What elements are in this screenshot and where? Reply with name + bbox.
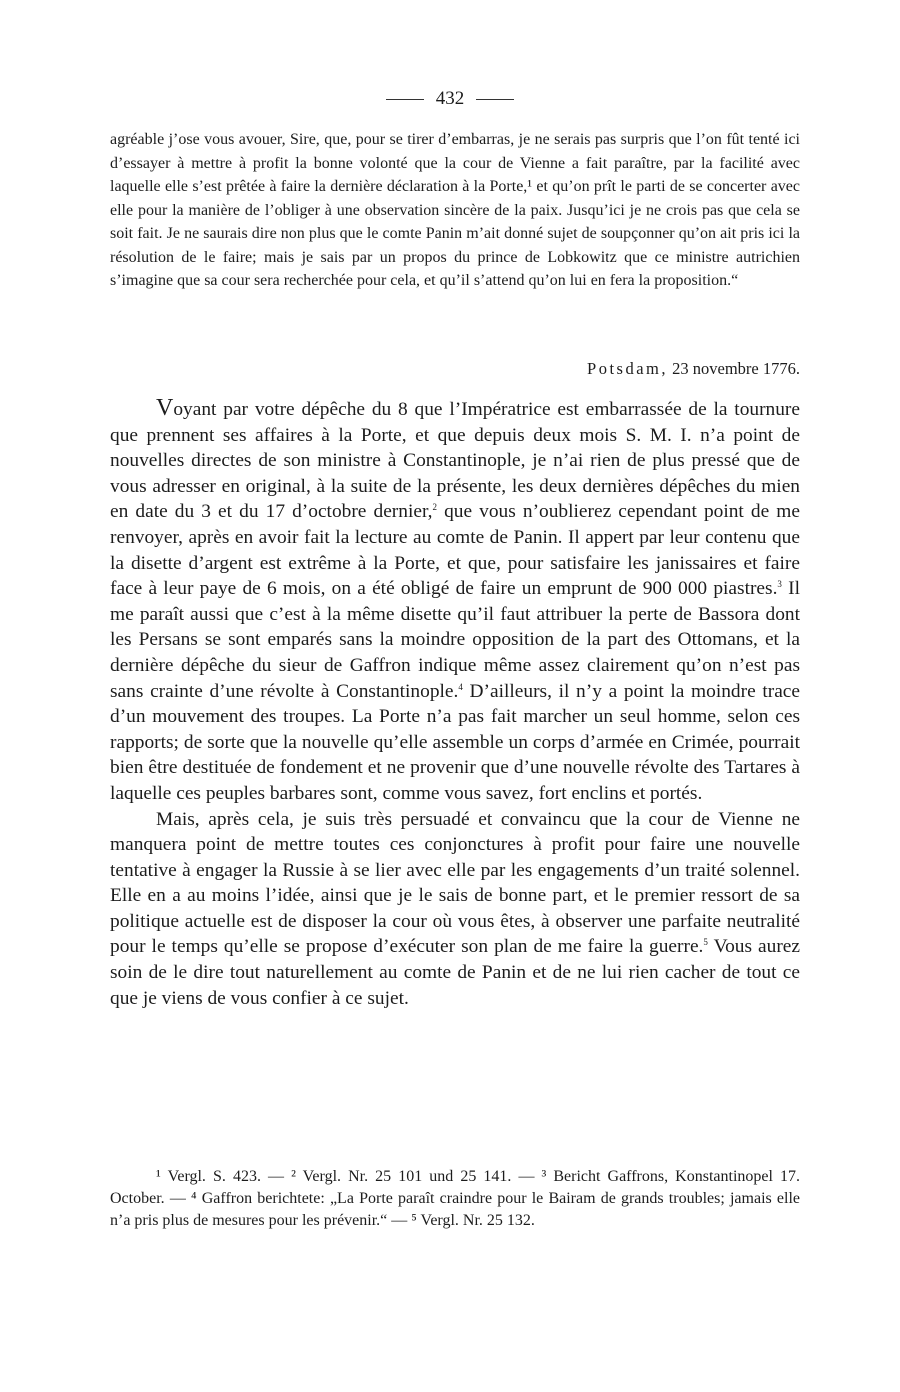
quoted-dispatch-continuation: agréable j’ose vous avouer, Sire, que, pour se tirer d’embarras, je ne serais pas surpris que l’on fût tenté ici d’essayer à mettre à profit la bonne volonté que la cour de Vienne a fait paraître, par la facilité avec laquelle elle s’est prêtée à faire la dernière déclaration à la Porte,¹ et qu’on prît le parti de se concerter avec elle pour la manière de l’obliger à une observation sincère de la paix. Jusqu’ici je ne crois pas que cela se soit fait. Je ne saurais dire non plus que le comte Panin m’ait donné sujet de soupçonner qu’on ait pris ici la résolution de le faire; mais je sais par un propos du prince de Lobkowitz que ce ministre autrichien s’imagine que sa cour sera recherchée pour cela, et qu’il s’attend qu’on lui en fera la proposition.“: [110, 131, 800, 289]
paragraph-initial: V: [156, 395, 174, 421]
body-paragraph-1: [110, 396, 800, 807]
paragraph-text: Il me paraît aussi que c’est à la même disette qu’il faut attribuer la perte de Bassora dont les Persans se sont emparés sans la moindre opposition de la part des Ottomans, et la dernière dépêche du sieur de Gaffron indique même assez clairement qu’on n’est pas sans crainte d’une révolte à Constantinople.: [110, 578, 800, 702]
header-rule-right: [476, 99, 514, 100]
letter-dateline: [110, 357, 800, 380]
paragraph-text: que vous n’oublierez cependant point de me renvoyer, après en avoir fait la lecture au comte de Panin. Il appert par leur contenu que la disette d’argent est extrême à la Porte, et que, pour satisfaire les janissaires et faire face à leur paye de 6 mois, on a été obligé de faire un emprunt de 900 000 piastres.: [110, 501, 800, 600]
dateline-place: Potsdam,: [587, 359, 669, 378]
letter-body: [110, 396, 800, 1011]
paragraph-text: Mais, après cela, je suis très persuadé et convaincu que la cour de Vienne ne manquera point de mettre toutes ces conjonctures à profit pour faire une nouvelle tentative à engager la Russie à se lier avec elle par les engagements d’un traité solennel. Elle en a au moins l’idée, ainsi que je le sais de bonne part, et le premier ressort de sa politique actuelle est de disposer la cour où vous êtes, à observer une parfaite neutralité pour le temps qu’elle se propose d’exécuter son plan de me faire la guerre.: [110, 808, 800, 958]
paragraph-text: Vous aurez soin de le dire tout naturellement au comte de Panin et de ne lui rien cacher de tout ce que je viens de vous confier à ce sujet.: [110, 936, 800, 1009]
page-header: [0, 88, 900, 110]
dateline-date: 23 novembre 1776.: [672, 359, 800, 378]
footnote-marker: 2: [432, 502, 437, 513]
footnotes: ¹ Vergl. S. 423. — ² Vergl. Nr. 25 101 und 25 141. — ³ Bericht Gaffrons, Konstantinopel 17. October. — ⁴ Gaffron berichtete: „La Porte paraît craindre pour le Bairam de grands troubles; jamais elle n’a pris plus de mesures pour les prévenir.“ — ⁵ Vergl. Nr. 25 132.: [110, 1168, 800, 1229]
paragraph-text: D’ailleurs, il n’y a point la moindre trace d’un mouvement des troupes. La Porte n’a pas fait marcher un seul homme, selon ces rapports; de sorte que la nouvelle qu’elle assemble un corps d’armée en Crimée, pourrait bien être destituée de fondement et ne provenir que d’une nouvelle révolte des Tartares à laquelle ces peuples barbares sont, comme vous savez, fort enclins et portés.: [110, 680, 801, 804]
footnote-marker: 4: [458, 681, 463, 692]
paragraph-text: oyant par votre dépêche du 8 que l’Impératrice est embarrassée de la tournure que prennent ses affaires à la Porte, et que depuis deux mois S. M. I. n’a point de nouvelles directes de son ministre à Constantinople, je n’ai rien de plus pressé que de vous adresser en original, à la suite de la présente, les deux dernières dépêches du mien en date du 3 et du 17 d’octobre dernier,: [110, 399, 800, 523]
body-paragraph-2: [110, 807, 800, 1012]
footnote-marker: 5: [703, 937, 708, 948]
page-number: 432: [435, 88, 465, 109]
header-rule-left: [386, 99, 424, 100]
footnote-marker: 3: [777, 579, 782, 590]
